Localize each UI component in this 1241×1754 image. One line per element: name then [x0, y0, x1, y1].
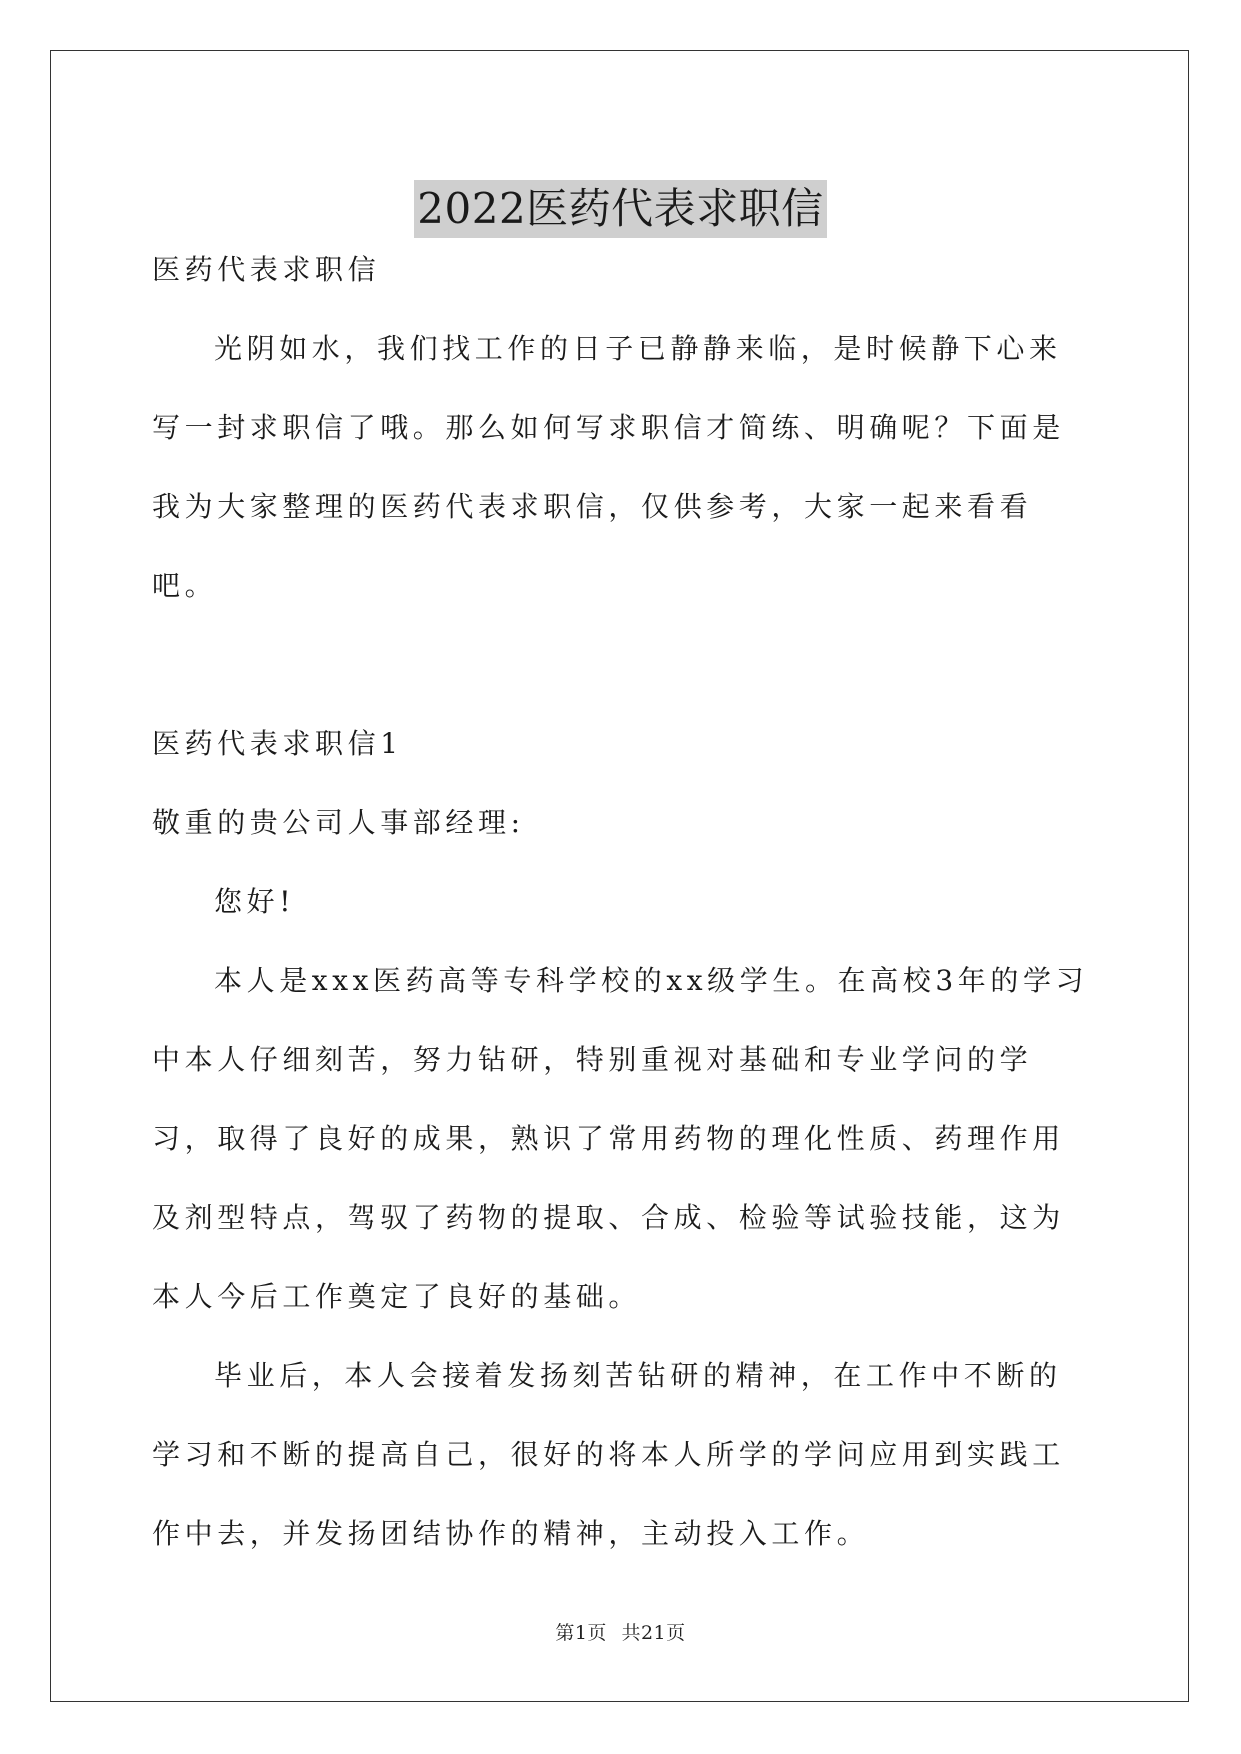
paragraph-salutation: 敬重的贵公司人事部经理: — [152, 806, 525, 839]
page-total: 共21页 — [621, 1622, 686, 1644]
document-body — [152, 230, 1092, 1573]
paragraph-body-1: 本人是xxx医药高等专科学校的xx级学生。在高校3年的学习中本人仔细刻苦，努力钻研，特别重视对基础和专业学问的学习，取得了良好的成果，熟识了常用药物的理化性质、药理作用及剂型特点，驾驭了药物的提取、合成、检验等试验技能，这为本人今后工作奠定了良好的基础。 — [152, 964, 1089, 1313]
paragraph-subtitle: 医药代表求职信 — [152, 253, 381, 286]
paragraph-section-heading: 医药代表求职信1 — [152, 727, 403, 760]
paragraph-intro: 光阴如水，我们找工作的日子已静静来临，是时候静下心来写一封求职信了哦。那么如何写求职信才简练、明确呢？下面是我为大家整理的医药代表求职信，仅供参考，大家一起来看看吧。 — [152, 332, 1065, 602]
paragraph-body-2: 毕业后，本人会接着发扬刻苦钻研的精神，在工作中不断的学习和不断的提高自己，很好的将本人所学的学问应用到实践工作中去，并发扬团结协作的精神，主动投入工作。 — [152, 1359, 1065, 1550]
paragraph-spacer — [152, 625, 1092, 704]
page-footer — [0, 1618, 1241, 1645]
document-title: 2022医药代表求职信 — [414, 180, 826, 238]
page-number: 第1页 — [555, 1622, 607, 1644]
paragraph-greeting: 您好! — [214, 885, 296, 918]
